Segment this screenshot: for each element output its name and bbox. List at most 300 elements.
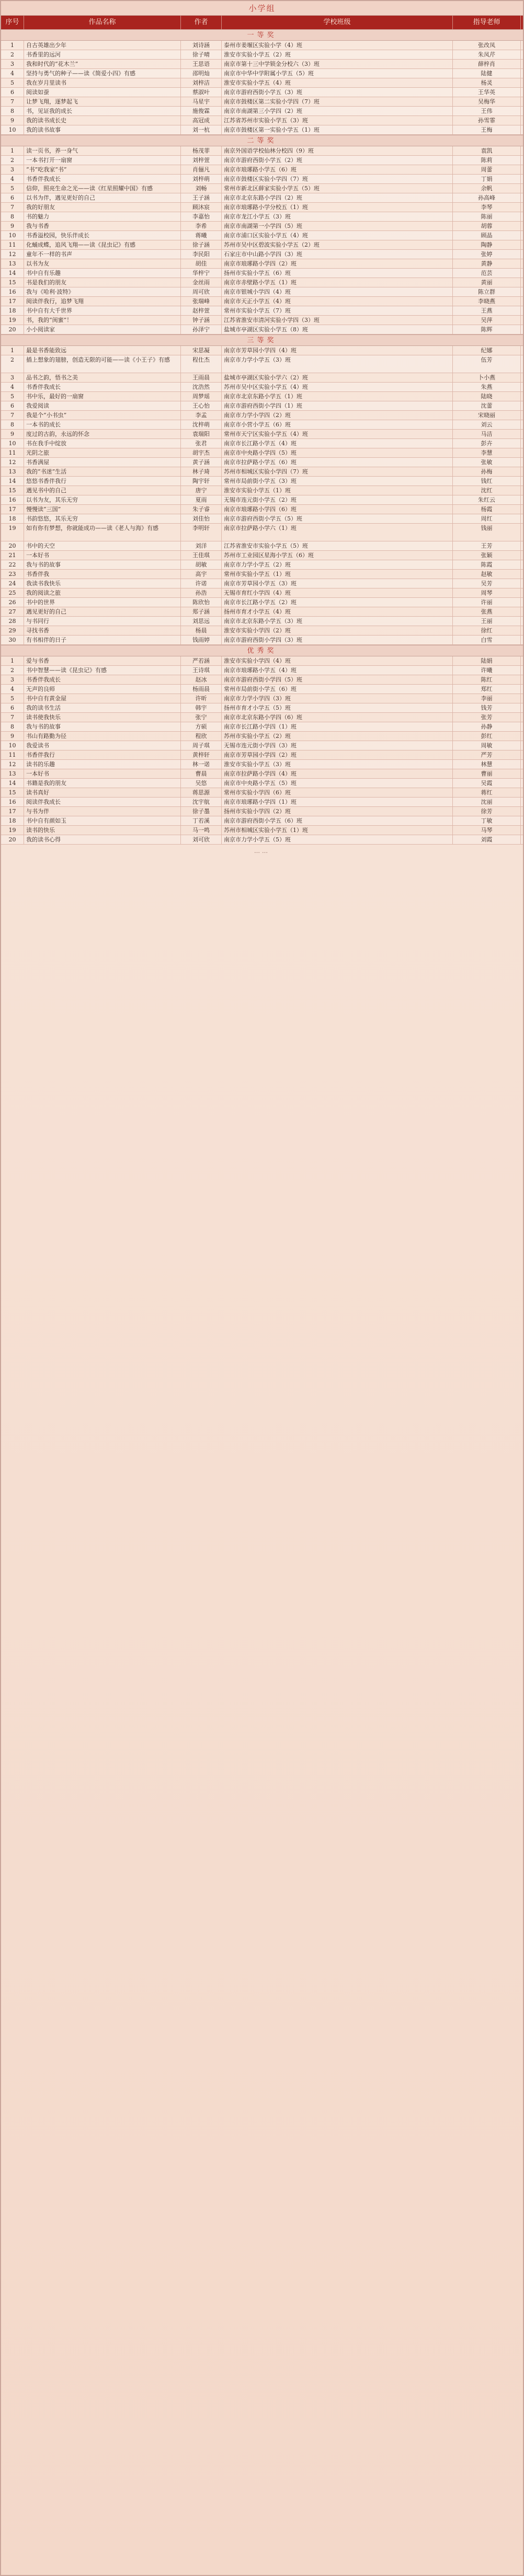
cell-no: 20 [1, 541, 24, 550]
cell-work: 我是个“小书虫” [24, 411, 181, 420]
cell-teacher: 陈辉 [453, 325, 521, 334]
cell-author: 朱子睿 [181, 505, 222, 514]
cell-author: 徐子涵 [181, 240, 222, 249]
cell-work: 我与书的故事 [24, 722, 181, 731]
cell-no: 18 [1, 514, 24, 523]
header-author: 作者 [181, 16, 222, 29]
cell-teacher: 黄丽 [453, 278, 521, 287]
cell-author: 许昕 [181, 694, 222, 703]
cell-teacher: 王燕 [453, 306, 521, 315]
cell-school: 南京市力学小学五（2）班 [222, 560, 453, 569]
cell-no: 4 [1, 685, 24, 694]
cell-school: 南京市琅琊路小学四（6）班 [222, 505, 453, 514]
table-row [1, 826, 523, 835]
table-row [1, 541, 523, 551]
cell-work: 插上想象的翅膀，创造无限的可能——读《小王子》有感 [24, 355, 181, 373]
cell-no: 1 [1, 146, 24, 155]
table-row [1, 383, 523, 392]
cell-work: 品书之韵，悟书之美 [24, 373, 181, 382]
cell-teacher: 林慧 [453, 760, 521, 769]
cell-no: 8 [1, 420, 24, 429]
cell-school: 盐城市亭湖区实验小学六（2）班 [222, 373, 453, 382]
cell-author: 王子涵 [181, 193, 222, 202]
table-row [1, 505, 523, 514]
cell-work: 我与书的故事 [24, 560, 181, 569]
cell-no: 13 [1, 769, 24, 778]
cell-teacher: 卜小燕 [453, 373, 521, 382]
cell-school: 南京市北京东路小学五（3）班 [222, 617, 453, 626]
cell-teacher: 许曦 [453, 666, 521, 675]
table-row [1, 439, 523, 448]
cell-no: 12 [1, 760, 24, 769]
cell-no: 30 [1, 636, 24, 644]
cell-school: 南京市鼓楼区实验小学四（7）班 [222, 175, 453, 183]
cell-work: 书香伴我成长 [24, 675, 181, 684]
cell-no: 4 [1, 69, 24, 78]
cell-teacher: 吴萍 [453, 316, 521, 325]
cell-work: 书中自有颜如玉 [24, 816, 181, 825]
table-header [1, 16, 523, 29]
cell-school: 南京市银城小学四（4）班 [222, 287, 453, 296]
cell-author: 赵梓萱 [181, 306, 222, 315]
cell-work: 我的好朋友 [24, 203, 181, 212]
cell-teacher: 纪娜 [453, 346, 521, 355]
cell-no: 7 [1, 97, 24, 106]
cell-work: 与书为伴 [24, 807, 181, 816]
cell-author: 方硕 [181, 722, 222, 731]
cell-school: 南京市琅琊路小学分校五（1）班 [222, 203, 453, 212]
header-teacher: 指导老师 [453, 16, 521, 29]
cell-school: 苏州市实验小学五（2）班 [222, 732, 453, 741]
cell-school: 南京市游府西街小学四（5）班 [222, 675, 453, 684]
cell-school: 南京市游府西街小学五（2）班 [222, 156, 453, 165]
cell-author: 沈梓萌 [181, 420, 222, 429]
cell-no: 5 [1, 78, 24, 87]
cell-teacher: 王芳 [453, 541, 521, 550]
table-row [1, 346, 523, 355]
cell-school: 常州市实验小学四（6）班 [222, 788, 453, 797]
cell-no: 14 [1, 269, 24, 278]
cell-no: 27 [1, 607, 24, 616]
cell-school: 江苏省苏州市实验小学五（3）班 [222, 116, 453, 125]
cell-no: 9 [1, 732, 24, 741]
cell-teacher: 陈霞 [453, 560, 521, 569]
table-row [1, 656, 523, 666]
table-row [1, 788, 523, 798]
table-row [1, 448, 523, 458]
table-row [1, 325, 523, 334]
cell-work: 我读书我快乐 [24, 579, 181, 588]
cell-work: 书山有路勤为径 [24, 732, 181, 741]
cell-teacher: 钱芳 [453, 703, 521, 712]
cell-school: 常州市天宁区实验小学五（4）班 [222, 430, 453, 438]
cell-work: 我爱读书 [24, 741, 181, 750]
cell-author: 刘可欣 [181, 835, 222, 844]
table-row [1, 240, 523, 250]
table-row [1, 231, 523, 240]
table-row [1, 495, 523, 505]
cell-teacher: 孙雪霏 [453, 116, 521, 125]
cell-author: 刘思远 [181, 617, 222, 626]
cell-school: 南京市游府西街小学四（3）班 [222, 636, 453, 644]
table-row [1, 694, 523, 703]
cell-no: 11 [1, 448, 24, 457]
header-school: 学校班级 [222, 16, 453, 29]
cell-author: 高宇 [181, 570, 222, 579]
cell-no: 3 [1, 165, 24, 174]
cell-teacher: 王梅 [453, 125, 521, 134]
cell-teacher: 李丽 [453, 694, 521, 703]
cell-work: 书，我的“闺蜜”！ [24, 316, 181, 325]
third-prize-list [1, 346, 523, 645]
cell-school: 南京市浦口区实验小学五（4）班 [222, 231, 453, 240]
cell-school: 常州市实验小学五（1）班 [222, 570, 453, 579]
cell-work: 书香满屋 [24, 458, 181, 467]
more-marker: …… [254, 848, 270, 854]
cell-teacher: 薛梓肖 [453, 60, 521, 68]
cell-author: 沈浩然 [181, 383, 222, 391]
cell-school: 江苏省淮安市清河实验小学四（3）班 [222, 316, 453, 325]
cell-author: 刘梓萌 [181, 175, 222, 183]
table-row [1, 287, 523, 297]
cell-teacher: 蒋红 [453, 788, 521, 797]
cell-school: 南京市小营小学五（6）班 [222, 420, 453, 429]
table-row [1, 50, 523, 60]
table-row [1, 212, 523, 222]
cell-author: 胡敏 [181, 560, 222, 569]
cell-work: 书的魅力 [24, 212, 181, 221]
cell-school: 苏州市相城区实验小学四（7）班 [222, 467, 453, 476]
cell-no: 14 [1, 477, 24, 486]
cell-no: 15 [1, 486, 24, 495]
cell-teacher: 马琴 [453, 826, 521, 835]
cell-teacher: 张颖 [453, 551, 521, 560]
table-row [1, 477, 523, 486]
cell-work: 我在岁月里读书 [24, 78, 181, 87]
cell-teacher: 钱丽 [453, 524, 521, 541]
table-row [1, 175, 523, 184]
cell-school: 常州市局前街小学五（3）班 [222, 477, 453, 486]
cell-work: “书”吃我家“书” [24, 165, 181, 174]
cell-school: 南京市琅琊路小学五（6）班 [222, 165, 453, 174]
cell-work: 以书为友，其乐无穷 [24, 495, 181, 504]
cell-school: 无锡市育红小学四（4）班 [222, 588, 453, 597]
cell-author: 孙浩 [181, 588, 222, 597]
cell-school: 淮安市实验小学五（2）班 [222, 50, 453, 59]
table-row [1, 146, 523, 156]
cell-school: 盐城市亭湖区实验小学五（8）班 [222, 325, 453, 334]
cell-author: 李希 [181, 222, 222, 230]
cell-teacher: 沈红 [453, 486, 521, 495]
cell-work: 阅读如蚕 [24, 88, 181, 97]
cell-author: 曹晨 [181, 769, 222, 778]
cell-work: 书中自有大千世界 [24, 306, 181, 315]
cell-work: 坚持与勇气的种子——读《简爱小四》有感 [24, 69, 181, 78]
cell-school: 南京市长江路小学五（2）班 [222, 598, 453, 607]
table-row [1, 607, 523, 617]
cell-school: 南京市游府西街小学五（3）班 [222, 88, 453, 97]
cell-author: 黄子涵 [181, 458, 222, 467]
cell-teacher: 周红 [453, 514, 521, 523]
cell-author: 王佳琪 [181, 551, 222, 560]
cell-school: 扬州市育才小学五（4）班 [222, 607, 453, 616]
cell-author: 钱雨婷 [181, 636, 222, 644]
cell-school: 南京市力学小学五（5）班 [222, 835, 453, 844]
cell-school: 南京市中央路小学五（5）班 [222, 779, 453, 788]
table-row [1, 193, 523, 203]
cell-author: 徐子晴 [181, 50, 222, 59]
cell-teacher: 陈红 [453, 675, 521, 684]
cell-work: 小小阅读家 [24, 325, 181, 334]
cell-work: 读一页书，养一身气 [24, 146, 181, 155]
table-row [1, 41, 523, 50]
cell-teacher: 周琴 [453, 588, 521, 597]
cell-author: 华梓宁 [181, 269, 222, 278]
award-third: 三等奖 [1, 334, 523, 346]
cell-no: 23 [1, 570, 24, 579]
cell-author: 邵明灿 [181, 69, 222, 78]
cell-no: 6 [1, 88, 24, 97]
table-row [1, 570, 523, 579]
cell-school: 扬州市实验小学五（6）班 [222, 269, 453, 278]
cell-work: 最是书香能致远 [24, 346, 181, 355]
cell-teacher: 余帆 [453, 184, 521, 193]
cell-teacher: 郑红 [453, 685, 521, 694]
cell-work: 书韵悠悠，其乐无穷 [24, 514, 181, 523]
cell-author: 刘一杭 [181, 125, 222, 134]
cell-teacher: 黄静 [453, 259, 521, 268]
cell-teacher: 陈莉 [453, 156, 521, 165]
table-row [1, 514, 523, 524]
cell-no: 19 [1, 826, 24, 835]
cell-teacher: 吴梅华 [453, 97, 521, 106]
cell-no: 2 [1, 355, 24, 373]
cell-no: 13 [1, 259, 24, 268]
table-row [1, 60, 523, 69]
table-row [1, 617, 523, 626]
cell-school: 常州市实验小学五（7）班 [222, 306, 453, 315]
cell-no: 16 [1, 287, 24, 296]
cell-author: 马一鸣 [181, 826, 222, 835]
table-row [1, 297, 523, 306]
cell-no: 19 [1, 524, 24, 541]
cell-teacher: 许丽 [453, 598, 521, 607]
cell-work: 书，见证我的成长 [24, 107, 181, 115]
cell-no: 15 [1, 278, 24, 287]
cell-author: 韩宇 [181, 703, 222, 712]
cell-author: 张宁 [181, 713, 222, 722]
cell-school: 南京市力学小学四（3）班 [222, 694, 453, 703]
cell-work: 我的读书故事 [24, 125, 181, 134]
award-excellent: 优秀奖 [1, 645, 523, 656]
cell-no: 5 [1, 184, 24, 193]
table-row [1, 165, 523, 175]
cell-school: 无锡市连元街小学五（2）班 [222, 495, 453, 504]
cell-school: 南京市游府西街小学四（1）班 [222, 401, 453, 410]
cell-teacher: 彭卉 [453, 439, 521, 448]
cell-teacher: 宋晓丽 [453, 411, 521, 420]
cell-work: 书香里的远河 [24, 50, 181, 59]
cell-no: 8 [1, 212, 24, 221]
table-row [1, 316, 523, 325]
cell-school: 南京市南湖第一小学四（5）班 [222, 222, 453, 230]
cell-school: 南京市游府西街小学五（5）班 [222, 514, 453, 523]
cell-teacher: 李慧 [453, 448, 521, 457]
table-row [1, 769, 523, 779]
table-row [1, 467, 523, 477]
cell-teacher: 李晓燕 [453, 297, 521, 306]
cell-no: 10 [1, 231, 24, 240]
cell-work: 我与《哈利·波特》 [24, 287, 181, 296]
table-row [1, 486, 523, 495]
cell-author: 张君 [181, 439, 222, 448]
cell-author: 杨雨晨 [181, 685, 222, 694]
cell-school: 南京市北京东路小学四（2）班 [222, 193, 453, 202]
cell-author: 周可欣 [181, 287, 222, 296]
cell-no: 1 [1, 346, 24, 355]
table-row [1, 184, 523, 193]
cell-author: 高冠成 [181, 116, 222, 125]
cell-teacher: 张燕 [453, 607, 521, 616]
cell-author: 施俊霖 [181, 107, 222, 115]
cell-school: 南京市力学小学四（2）班 [222, 411, 453, 420]
table-row [1, 88, 523, 97]
cell-author: 李明轩 [181, 524, 222, 541]
cell-teacher: 王伟 [453, 107, 521, 115]
cell-work: 书中自有乐趣 [24, 269, 181, 278]
cell-author: 钟子涵 [181, 316, 222, 325]
cell-work: 我与书香 [24, 222, 181, 230]
cell-work: 以书为友 [24, 259, 181, 268]
cell-no: 2 [1, 156, 24, 165]
cell-no: 11 [1, 750, 24, 759]
cell-author: 严若涵 [181, 656, 222, 665]
cell-work: 书中的世界 [24, 598, 181, 607]
cell-work: 以书为伴，遇见更好的自己 [24, 193, 181, 202]
cell-author: 蒋曦 [181, 231, 222, 240]
cell-no: 16 [1, 798, 24, 806]
cell-work: 书籍是我的朋友 [24, 779, 181, 788]
table-row [1, 685, 523, 694]
award-second: 二等奖 [1, 135, 523, 146]
cell-no: 6 [1, 401, 24, 410]
table-row [1, 636, 523, 645]
cell-school: 南京市力学小学五（3）班 [222, 355, 453, 373]
cell-no: 26 [1, 598, 24, 607]
cell-school: 南京市中央路小学四（5）班 [222, 448, 453, 457]
cell-no: 12 [1, 250, 24, 259]
cell-work: 信仰，照亮生命之光——读《红星照耀中国》有感 [24, 184, 181, 193]
cell-school: 南京市龙江小学五（3）班 [222, 212, 453, 221]
cell-teacher: 张芳 [453, 713, 521, 722]
cell-teacher: 徐红 [453, 626, 521, 635]
cell-teacher: 沈蕾 [453, 401, 521, 410]
cell-school: 扬州市实验小学四（2）班 [222, 807, 453, 816]
table-row [1, 259, 523, 269]
table-row [1, 116, 523, 125]
cell-work: 书香伴我成长 [24, 175, 181, 183]
cell-author: 陈欣怡 [181, 598, 222, 607]
cell-author: 周子琪 [181, 741, 222, 750]
cell-teacher: 马洁 [453, 430, 521, 438]
cell-work: 化蛹成蝶，追风飞翔——读《昆虫记》有感 [24, 240, 181, 249]
cell-no: 17 [1, 505, 24, 514]
cell-teacher: 周敏 [453, 741, 521, 750]
cell-school: 石家庄市中山路小学四（3）班 [222, 250, 453, 259]
cell-school: 南京市游府西街小学五（6）班 [222, 816, 453, 825]
cell-no: 3 [1, 373, 24, 382]
cell-no: 7 [1, 713, 24, 722]
cell-work: 我的读书心得 [24, 835, 181, 844]
cell-school: 南京市中华中学附属小学五（5）班 [222, 69, 453, 78]
cell-no: 4 [1, 175, 24, 183]
cell-school: 南京市琅琊路小学四（1）班 [222, 798, 453, 806]
second-prize-list [1, 146, 523, 334]
table-row [1, 798, 523, 807]
cell-author: 李民阳 [181, 250, 222, 259]
cell-work: 阅读伴我成长 [24, 798, 181, 806]
cell-school: 常州市局前街小学五（6）班 [222, 685, 453, 694]
cell-school: 南京市芳草园小学四（2）班 [222, 750, 453, 759]
cell-no: 21 [1, 551, 24, 560]
cell-work: 自古英雄出少年 [24, 41, 181, 50]
cell-teacher: 孙高峰 [453, 193, 521, 202]
table-row [1, 269, 523, 278]
table-row [1, 355, 523, 373]
cell-work: 书香伴我成长 [24, 383, 181, 391]
cell-school: 南京市赤壁路小学五（1）班 [222, 278, 453, 287]
table-row [1, 97, 523, 107]
cell-work: 读书使我快乐 [24, 713, 181, 722]
cell-author: 孙泽宁 [181, 325, 222, 334]
table-row [1, 579, 523, 588]
cell-author: 胡宇杰 [181, 448, 222, 457]
table-row [1, 222, 523, 231]
cell-no: 12 [1, 458, 24, 467]
cell-work: 让梦飞翔，逐梦起飞 [24, 97, 181, 106]
cell-teacher: 陈丽 [453, 212, 521, 221]
header-no: 序号 [1, 16, 24, 29]
cell-work: 书中智慧——读《昆虫记》有感 [24, 666, 181, 675]
cell-author: 李嘉怡 [181, 212, 222, 221]
cell-teacher: 朱燕 [453, 383, 521, 391]
cell-author: 杨晨 [181, 626, 222, 635]
cell-teacher: 周蕾 [453, 165, 521, 174]
cell-no: 6 [1, 193, 24, 202]
table-row [1, 713, 523, 722]
cell-teacher: 陶静 [453, 240, 521, 249]
table-row [1, 666, 523, 675]
cell-teacher: 赵敏 [453, 570, 521, 579]
cell-teacher: 刘霞 [453, 835, 521, 844]
cell-teacher: 吴芳 [453, 579, 521, 588]
cell-teacher: 胡蓉 [453, 222, 521, 230]
cell-author: 唐宁 [181, 486, 222, 495]
cell-author: 刘梓萱 [181, 156, 222, 165]
cell-author: 金丝雨 [181, 278, 222, 287]
cell-teacher: 范芸 [453, 269, 521, 278]
cell-no: 18 [1, 816, 24, 825]
cell-school: 常州市新北区薛家实验小学五（5）班 [222, 184, 453, 193]
cell-teacher: 袁凯 [453, 146, 521, 155]
cell-teacher: 吴霞 [453, 779, 521, 788]
cell-teacher: 沈丽 [453, 798, 521, 806]
cell-school: 南京市南湖第三小学四（2）班 [222, 107, 453, 115]
cell-work: 我的读书成长史 [24, 116, 181, 125]
cell-work: 遇见书中的自己 [24, 486, 181, 495]
cell-school: 苏州市工业园区星海小学五（6）班 [222, 551, 453, 560]
table-row [1, 69, 523, 78]
